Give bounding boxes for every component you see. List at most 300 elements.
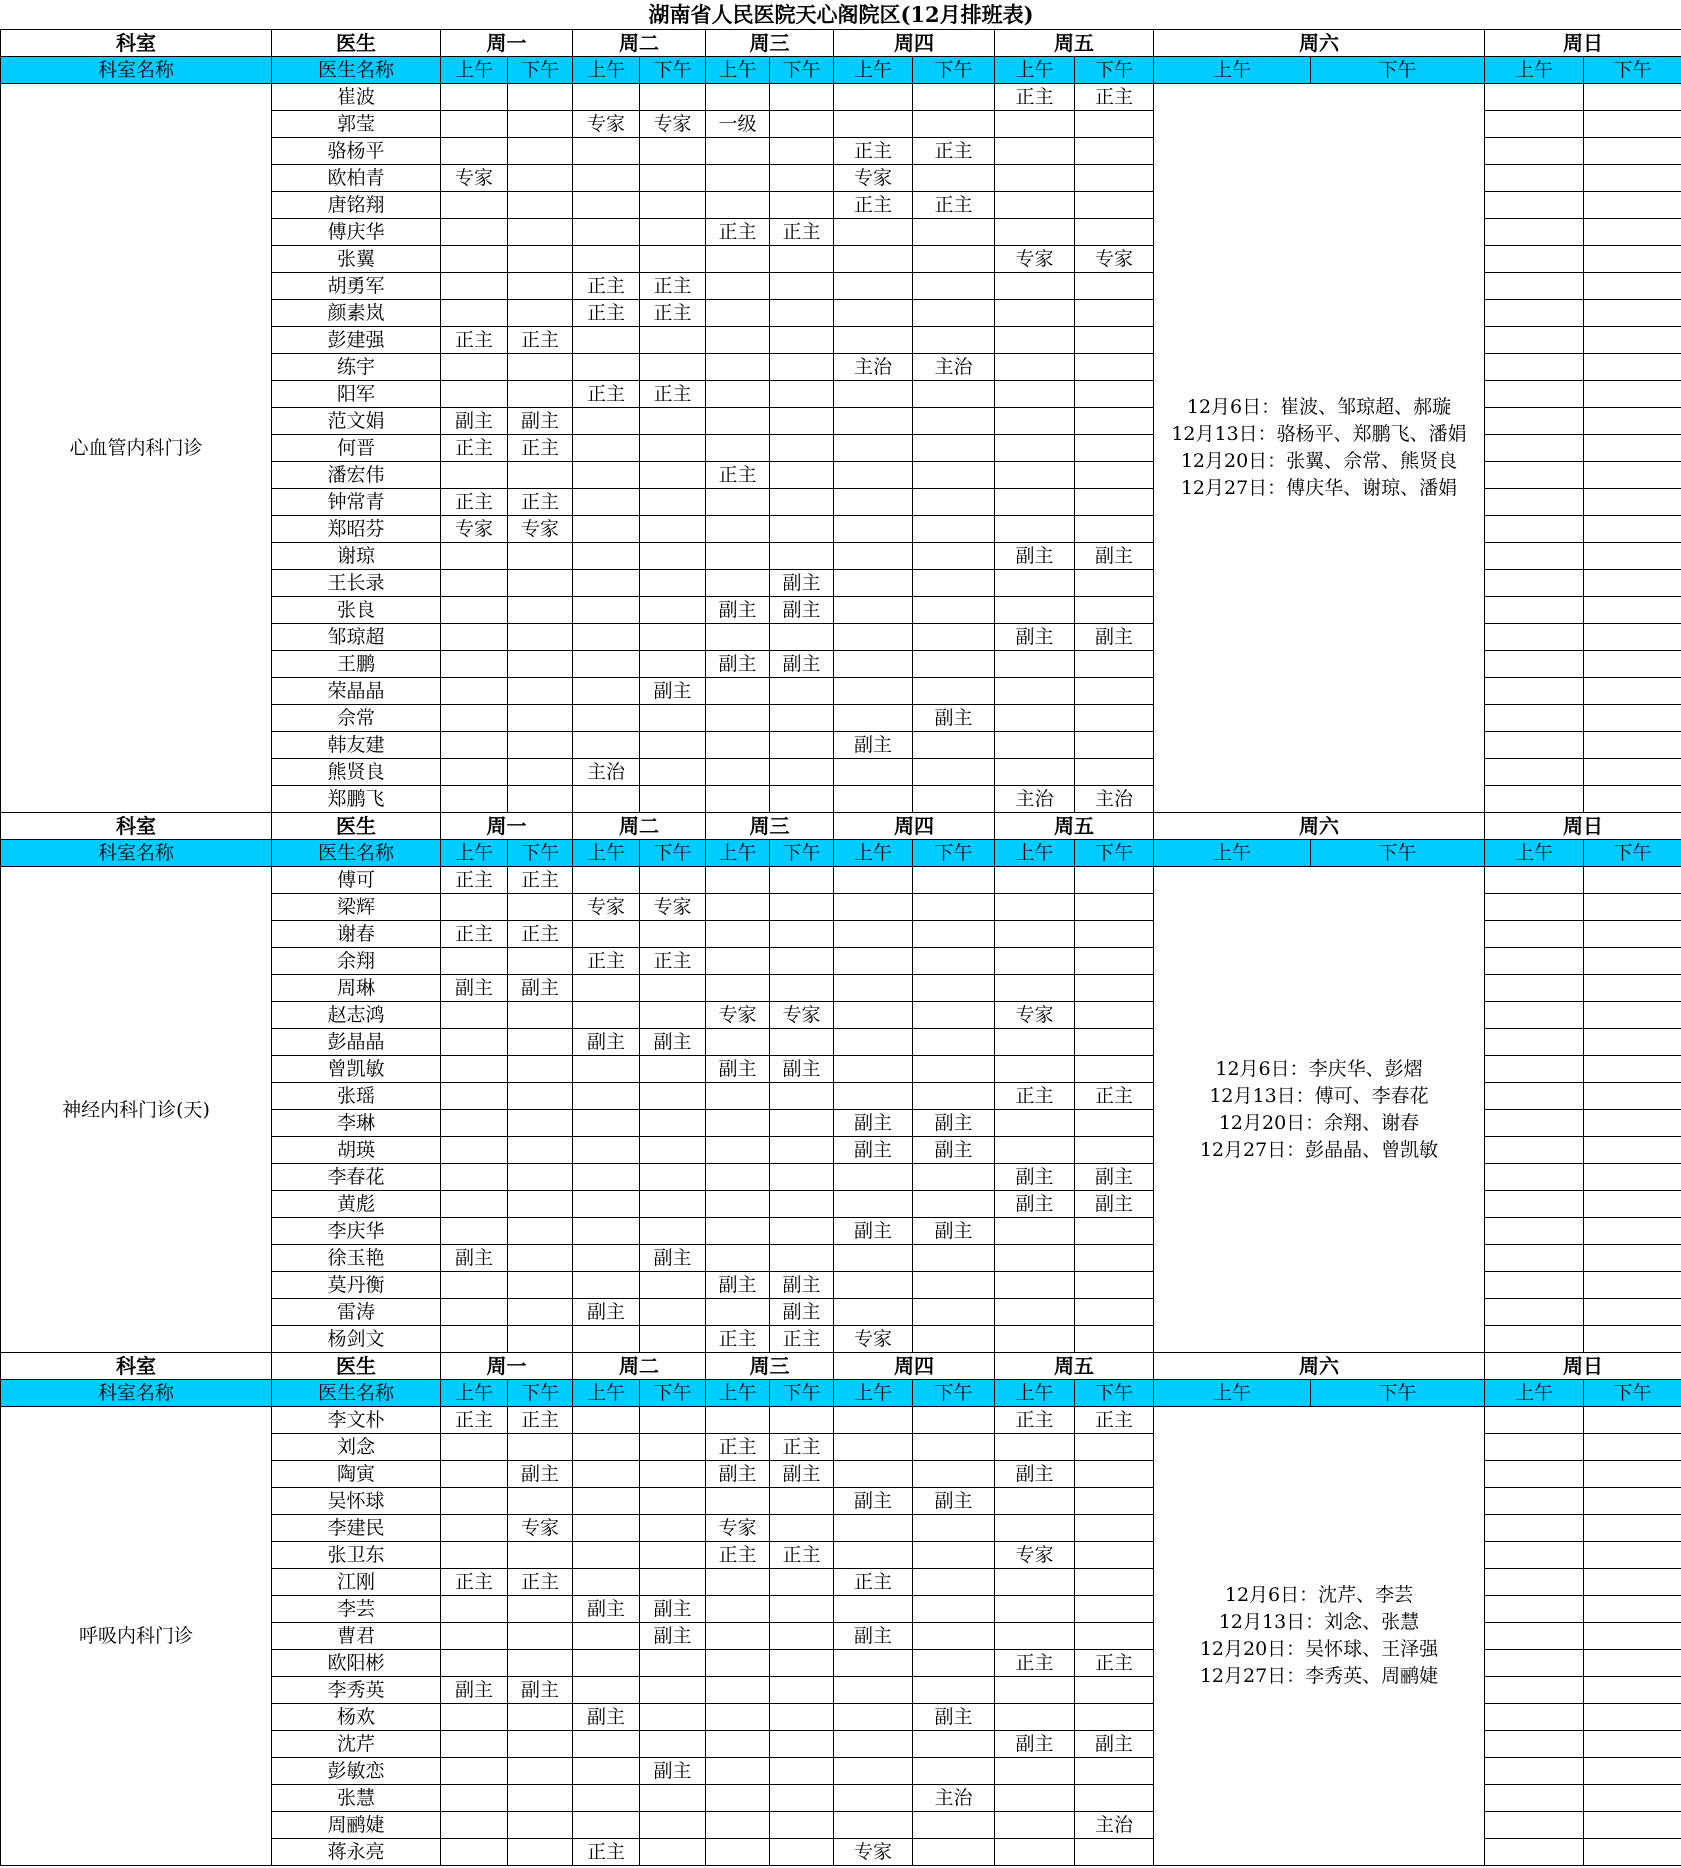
schedule-cell xyxy=(995,678,1075,705)
schedule-cell xyxy=(1075,138,1154,165)
sunday-pm-cell xyxy=(1584,192,1681,219)
sunday-am-cell xyxy=(1485,678,1584,705)
schedule-cell: 副主 xyxy=(640,1623,706,1650)
saturday-note: 12月20日：张翼、佘常、熊贤良 xyxy=(1180,450,1458,472)
doctor-name: 荣晶晶 xyxy=(272,678,441,705)
schedule-cell: 专家 xyxy=(573,894,640,921)
schedule-cell xyxy=(508,1650,573,1677)
doctor-name: 陶寅 xyxy=(272,1461,441,1488)
sunday-am-cell xyxy=(1485,1056,1584,1083)
schedule-cell xyxy=(441,1488,508,1515)
doctor-name: 吴怀球 xyxy=(272,1488,441,1515)
schedule-cell xyxy=(834,543,913,570)
sunday-am-cell xyxy=(1485,948,1584,975)
schedule-cell xyxy=(706,192,770,219)
header-am: 上午 xyxy=(995,57,1075,84)
sunday-am-cell xyxy=(1485,570,1584,597)
schedule-cell xyxy=(640,975,706,1002)
schedule-cell xyxy=(1075,111,1154,138)
schedule-cell xyxy=(640,1137,706,1164)
schedule-cell xyxy=(508,1758,573,1785)
schedule-cell xyxy=(770,165,834,192)
schedule-cell xyxy=(995,273,1075,300)
schedule-cell xyxy=(834,921,913,948)
schedule-cell xyxy=(770,732,834,759)
schedule-cell xyxy=(441,1812,508,1839)
sunday-pm-cell xyxy=(1584,1083,1681,1110)
sunday-pm-cell xyxy=(1584,1407,1681,1434)
schedule-cell xyxy=(640,1326,706,1353)
sunday-pm-cell xyxy=(1584,543,1681,570)
schedule-cell xyxy=(1075,489,1154,516)
schedule-cell: 专家 xyxy=(995,1002,1075,1029)
schedule-cell xyxy=(913,651,995,678)
schedule-cell xyxy=(640,786,706,813)
schedule-cell xyxy=(834,84,913,111)
sunday-pm-cell xyxy=(1584,1002,1681,1029)
schedule-cell xyxy=(995,1623,1075,1650)
schedule-cell xyxy=(834,1461,913,1488)
header-am: 上午 xyxy=(1485,57,1584,84)
schedule-cell xyxy=(770,543,834,570)
schedule-cell xyxy=(913,678,995,705)
schedule-cell xyxy=(834,219,913,246)
sunday-pm-cell xyxy=(1584,1137,1681,1164)
schedule-cell xyxy=(706,1812,770,1839)
doctor-name: 彭敏恋 xyxy=(272,1758,441,1785)
schedule-cell xyxy=(706,1299,770,1326)
schedule-cell xyxy=(706,138,770,165)
sunday-pm-cell xyxy=(1584,948,1681,975)
schedule-cell xyxy=(640,1515,706,1542)
schedule-cell: 副主 xyxy=(573,1029,640,1056)
schedule-cell: 正主 xyxy=(640,273,706,300)
schedule-cell xyxy=(508,84,573,111)
schedule-cell xyxy=(508,1812,573,1839)
schedule-cell xyxy=(995,705,1075,732)
schedule-cell xyxy=(573,1812,640,1839)
doctor-name: 徐玉艳 xyxy=(272,1245,441,1272)
header-day: 周五 xyxy=(995,30,1154,57)
header-day: 周五 xyxy=(995,813,1154,840)
schedule-cell: 副主 xyxy=(640,1245,706,1272)
schedule-cell xyxy=(706,894,770,921)
schedule-cell xyxy=(508,705,573,732)
schedule-cell: 专家 xyxy=(706,1002,770,1029)
header-day: 周六 xyxy=(1154,30,1485,57)
schedule-cell xyxy=(834,1812,913,1839)
schedule-cell xyxy=(508,894,573,921)
schedule-cell xyxy=(640,921,706,948)
schedule-cell xyxy=(770,192,834,219)
doctor-name: 熊贤良 xyxy=(272,759,441,786)
schedule-cell xyxy=(706,84,770,111)
schedule-cell xyxy=(913,1083,995,1110)
sunday-pm-cell xyxy=(1584,921,1681,948)
schedule-cell xyxy=(913,786,995,813)
doctor-name: 郑昭芬 xyxy=(272,516,441,543)
header-pm: 下午 xyxy=(1075,57,1154,84)
schedule-cell xyxy=(441,1758,508,1785)
header-am: 上午 xyxy=(706,57,770,84)
schedule-cell xyxy=(1075,381,1154,408)
department-name: 神经内科门诊(天) xyxy=(1,867,272,1353)
header-day: 周三 xyxy=(706,1353,834,1380)
schedule-cell xyxy=(706,624,770,651)
schedule-cell xyxy=(508,597,573,624)
schedule-cell xyxy=(1075,408,1154,435)
schedule-cell xyxy=(995,597,1075,624)
header-pm: 下午 xyxy=(1075,840,1154,867)
schedule-cell: 副主 xyxy=(995,624,1075,651)
schedule-cell xyxy=(573,489,640,516)
schedule-cell xyxy=(834,570,913,597)
sunday-am-cell xyxy=(1485,651,1584,678)
schedule-cell xyxy=(706,1191,770,1218)
doctor-name: 钟常青 xyxy=(272,489,441,516)
schedule-cell xyxy=(706,1407,770,1434)
schedule-cell xyxy=(834,300,913,327)
sunday-am-cell xyxy=(1485,1029,1584,1056)
doctor-name: 傅可 xyxy=(272,867,441,894)
schedule-cell xyxy=(508,678,573,705)
schedule-cell xyxy=(834,1299,913,1326)
schedule-cell: 副主 xyxy=(995,543,1075,570)
schedule-cell xyxy=(640,867,706,894)
schedule-cell xyxy=(770,1839,834,1866)
schedule-cell xyxy=(706,732,770,759)
schedule-cell: 副主 xyxy=(573,1704,640,1731)
doctor-name: 张瑶 xyxy=(272,1083,441,1110)
sunday-am-cell xyxy=(1485,1623,1584,1650)
schedule-cell: 副主 xyxy=(913,1218,995,1245)
schedule-cell xyxy=(834,624,913,651)
schedule-cell xyxy=(706,489,770,516)
schedule-cell xyxy=(640,327,706,354)
schedule-cell xyxy=(834,705,913,732)
schedule-cell xyxy=(573,1434,640,1461)
schedule-cell xyxy=(573,1785,640,1812)
schedule-cell: 副主 xyxy=(995,1164,1075,1191)
schedule-cell xyxy=(770,1785,834,1812)
sunday-am-cell xyxy=(1485,1191,1584,1218)
header-pm: 下午 xyxy=(913,840,995,867)
sunday-pm-cell xyxy=(1584,1785,1681,1812)
schedule-cell: 专家 xyxy=(441,165,508,192)
schedule-cell xyxy=(441,354,508,381)
schedule-cell xyxy=(441,1596,508,1623)
schedule-cell xyxy=(995,651,1075,678)
schedule-cell xyxy=(508,1272,573,1299)
schedule-cell xyxy=(508,1245,573,1272)
schedule-cell xyxy=(441,1623,508,1650)
schedule-cell xyxy=(706,867,770,894)
sunday-am-cell xyxy=(1485,786,1584,813)
schedule-cell xyxy=(508,732,573,759)
schedule-cell: 正主 xyxy=(441,435,508,462)
schedule-cell xyxy=(770,1569,834,1596)
schedule-cell xyxy=(508,948,573,975)
header-am: 上午 xyxy=(834,1380,913,1407)
schedule-cell xyxy=(834,759,913,786)
sunday-pm-cell xyxy=(1584,1434,1681,1461)
schedule-cell xyxy=(913,462,995,489)
schedule-cell xyxy=(770,1083,834,1110)
schedule-cell xyxy=(1075,1299,1154,1326)
sunday-pm-cell xyxy=(1584,1272,1681,1299)
schedule-cell: 副主 xyxy=(913,705,995,732)
schedule-cell xyxy=(995,1245,1075,1272)
schedule-cell xyxy=(834,1164,913,1191)
schedule-cell xyxy=(706,948,770,975)
schedule-cell xyxy=(1075,1785,1154,1812)
schedule-cell xyxy=(640,192,706,219)
schedule-cell xyxy=(1075,678,1154,705)
schedule-cell: 副主 xyxy=(706,1056,770,1083)
schedule-cell xyxy=(913,1677,995,1704)
sunday-am-cell xyxy=(1485,516,1584,543)
schedule-cell xyxy=(770,327,834,354)
schedule-cell: 副主 xyxy=(640,1029,706,1056)
sunday-pm-cell xyxy=(1584,732,1681,759)
schedule-cell xyxy=(640,1164,706,1191)
schedule-cell: 正主 xyxy=(995,1650,1075,1677)
schedule-cell xyxy=(706,1650,770,1677)
saturday-note: 12月13日：傅可、李春花 xyxy=(1209,1084,1429,1107)
schedule-cell: 专家 xyxy=(995,1542,1075,1569)
header-pm: 下午 xyxy=(508,1380,573,1407)
schedule-cell xyxy=(573,732,640,759)
doctor-name: 张良 xyxy=(272,597,441,624)
schedule-cell: 副主 xyxy=(706,651,770,678)
schedule-cell: 正主 xyxy=(508,327,573,354)
schedule-cell: 专家 xyxy=(573,111,640,138)
sunday-pm-cell xyxy=(1584,111,1681,138)
schedule-cell: 副主 xyxy=(770,1299,834,1326)
schedule-cell xyxy=(441,597,508,624)
sunday-am-cell xyxy=(1485,894,1584,921)
schedule-cell xyxy=(640,1677,706,1704)
header-pm: 下午 xyxy=(770,840,834,867)
schedule-cell xyxy=(770,300,834,327)
schedule-cell xyxy=(770,1704,834,1731)
schedule-cell xyxy=(834,1542,913,1569)
schedule-cell xyxy=(995,570,1075,597)
schedule-cell xyxy=(913,1839,995,1866)
sunday-am-cell xyxy=(1485,975,1584,1002)
schedule-cell xyxy=(573,246,640,273)
sunday-pm-cell xyxy=(1584,1461,1681,1488)
schedule-cell xyxy=(573,354,640,381)
schedule-cell xyxy=(441,732,508,759)
header-day: 周日 xyxy=(1485,30,1681,57)
doctor-name: 谢春 xyxy=(272,921,441,948)
schedule-cell xyxy=(441,219,508,246)
schedule-cell xyxy=(770,894,834,921)
schedule-cell xyxy=(573,921,640,948)
schedule-cell xyxy=(1075,273,1154,300)
header-row-days xyxy=(1,1353,1681,1380)
sunday-pm-cell xyxy=(1584,1731,1681,1758)
schedule-cell xyxy=(913,516,995,543)
schedule-cell xyxy=(834,489,913,516)
schedule-cell xyxy=(995,1029,1075,1056)
schedule-cell xyxy=(913,1623,995,1650)
schedule-cell xyxy=(573,219,640,246)
schedule-cell xyxy=(706,1596,770,1623)
header-doctor: 医生 xyxy=(272,1353,441,1380)
schedule-cell xyxy=(770,1758,834,1785)
schedule-cell xyxy=(573,516,640,543)
schedule-cell xyxy=(573,1488,640,1515)
schedule-cell: 正主 xyxy=(508,1569,573,1596)
schedule-cell xyxy=(706,1137,770,1164)
sunday-am-cell xyxy=(1485,1812,1584,1839)
sunday-am-cell xyxy=(1485,1218,1584,1245)
schedule-cell xyxy=(770,435,834,462)
schedule-cell xyxy=(913,759,995,786)
schedule-cell xyxy=(770,1488,834,1515)
schedule-cell xyxy=(441,246,508,273)
sunday-pm-cell xyxy=(1584,84,1681,111)
schedule-cell xyxy=(706,1083,770,1110)
schedule-cell: 正主 xyxy=(573,381,640,408)
schedule-cell xyxy=(770,1245,834,1272)
header-am: 上午 xyxy=(1485,840,1584,867)
schedule-cell xyxy=(1075,1110,1154,1137)
header-doctor-name: 医生名称 xyxy=(272,57,441,84)
schedule-cell: 副主 xyxy=(1075,1164,1154,1191)
doctor-name: 韩友建 xyxy=(272,732,441,759)
schedule-cell: 副主 xyxy=(834,1488,913,1515)
schedule-cell xyxy=(706,300,770,327)
schedule-cell xyxy=(1075,354,1154,381)
schedule-cell xyxy=(913,1731,995,1758)
doctor-name: 练宇 xyxy=(272,354,441,381)
header-am: 上午 xyxy=(573,57,640,84)
schedule-cell xyxy=(995,1758,1075,1785)
schedule-cell xyxy=(441,1299,508,1326)
schedule-cell xyxy=(913,1299,995,1326)
sunday-am-cell xyxy=(1485,381,1584,408)
schedule-cell xyxy=(640,1056,706,1083)
schedule-cell xyxy=(508,1164,573,1191)
schedule-cell xyxy=(834,1083,913,1110)
schedule-cell xyxy=(706,354,770,381)
schedule-cell: 副主 xyxy=(995,1191,1075,1218)
doctor-name: 骆杨平 xyxy=(272,138,441,165)
schedule-cell xyxy=(995,408,1075,435)
header-day: 周日 xyxy=(1485,813,1681,840)
schedule-cell: 副主 xyxy=(441,408,508,435)
schedule-cell xyxy=(1075,948,1154,975)
schedule-cell xyxy=(508,354,573,381)
schedule-cell xyxy=(834,1650,913,1677)
schedule-cell xyxy=(913,867,995,894)
schedule-cell xyxy=(995,894,1075,921)
schedule-cell xyxy=(706,570,770,597)
schedule-cell xyxy=(573,651,640,678)
header-am: 上午 xyxy=(995,1380,1075,1407)
sunday-am-cell xyxy=(1485,1677,1584,1704)
schedule-cell: 副主 xyxy=(573,1299,640,1326)
schedule-cell xyxy=(913,408,995,435)
header-dept: 科室 xyxy=(1,1353,272,1380)
header-pm: 下午 xyxy=(1311,840,1485,867)
saturday-note: 12月6日：李庆华、彭熠 xyxy=(1215,1057,1423,1080)
header-pm: 下午 xyxy=(770,57,834,84)
schedule-cell: 专家 xyxy=(640,111,706,138)
sunday-pm-cell xyxy=(1584,1488,1681,1515)
header-doctor: 医生 xyxy=(272,813,441,840)
schedule-cell xyxy=(913,1407,995,1434)
schedule-cell xyxy=(573,1515,640,1542)
schedule-cell xyxy=(573,1002,640,1029)
schedule-cell xyxy=(995,1569,1075,1596)
schedule-cell xyxy=(834,111,913,138)
schedule-cell: 正主 xyxy=(441,921,508,948)
schedule-cell xyxy=(508,1731,573,1758)
sunday-pm-cell xyxy=(1584,1596,1681,1623)
sunday-am-cell xyxy=(1485,1110,1584,1137)
schedule-cell xyxy=(441,84,508,111)
header-am: 上午 xyxy=(834,840,913,867)
schedule-cell: 副主 xyxy=(1075,1191,1154,1218)
schedule-cell: 专家 xyxy=(640,894,706,921)
doctor-name: 李庆华 xyxy=(272,1218,441,1245)
doctor-name: 周琳 xyxy=(272,975,441,1002)
schedule-cell xyxy=(770,138,834,165)
schedule-cell xyxy=(573,1137,640,1164)
schedule-cell xyxy=(1075,1839,1154,1866)
sunday-pm-cell xyxy=(1584,1677,1681,1704)
schedule-cell: 正主 xyxy=(1075,1650,1154,1677)
sunday-am-cell xyxy=(1485,1326,1584,1353)
schedule-cell xyxy=(834,273,913,300)
schedule-cell xyxy=(573,1326,640,1353)
schedule-cell xyxy=(573,1110,640,1137)
saturday-note: 12月20日：余翔、谢春 xyxy=(1218,1111,1420,1134)
schedule-cell xyxy=(834,1515,913,1542)
schedule-cell xyxy=(995,1137,1075,1164)
schedule-cell: 专家 xyxy=(995,246,1075,273)
schedule-cell xyxy=(1075,1326,1154,1353)
header-day: 周六 xyxy=(1154,1353,1485,1380)
schedule-cell xyxy=(706,516,770,543)
schedule-cell xyxy=(770,759,834,786)
schedule-cell xyxy=(770,678,834,705)
header-pm: 下午 xyxy=(640,840,706,867)
doctor-name: 杨剑文 xyxy=(272,1326,441,1353)
schedule-cell xyxy=(995,462,1075,489)
header-row-periods xyxy=(1,1380,1681,1407)
sunday-am-cell xyxy=(1485,192,1584,219)
schedule-cell: 专家 xyxy=(706,1515,770,1542)
schedule-cell xyxy=(995,381,1075,408)
sunday-am-cell xyxy=(1485,1650,1584,1677)
schedule-cell xyxy=(508,1785,573,1812)
schedule-cell xyxy=(1075,1542,1154,1569)
schedule-cell xyxy=(441,894,508,921)
schedule-cell xyxy=(573,624,640,651)
schedule-cell: 副主 xyxy=(770,597,834,624)
schedule-cell xyxy=(913,1812,995,1839)
schedule-cell xyxy=(770,1110,834,1137)
sunday-pm-cell xyxy=(1584,1623,1681,1650)
schedule-cell xyxy=(834,1407,913,1434)
sunday-pm-cell xyxy=(1584,1191,1681,1218)
header-pm: 下午 xyxy=(913,57,995,84)
